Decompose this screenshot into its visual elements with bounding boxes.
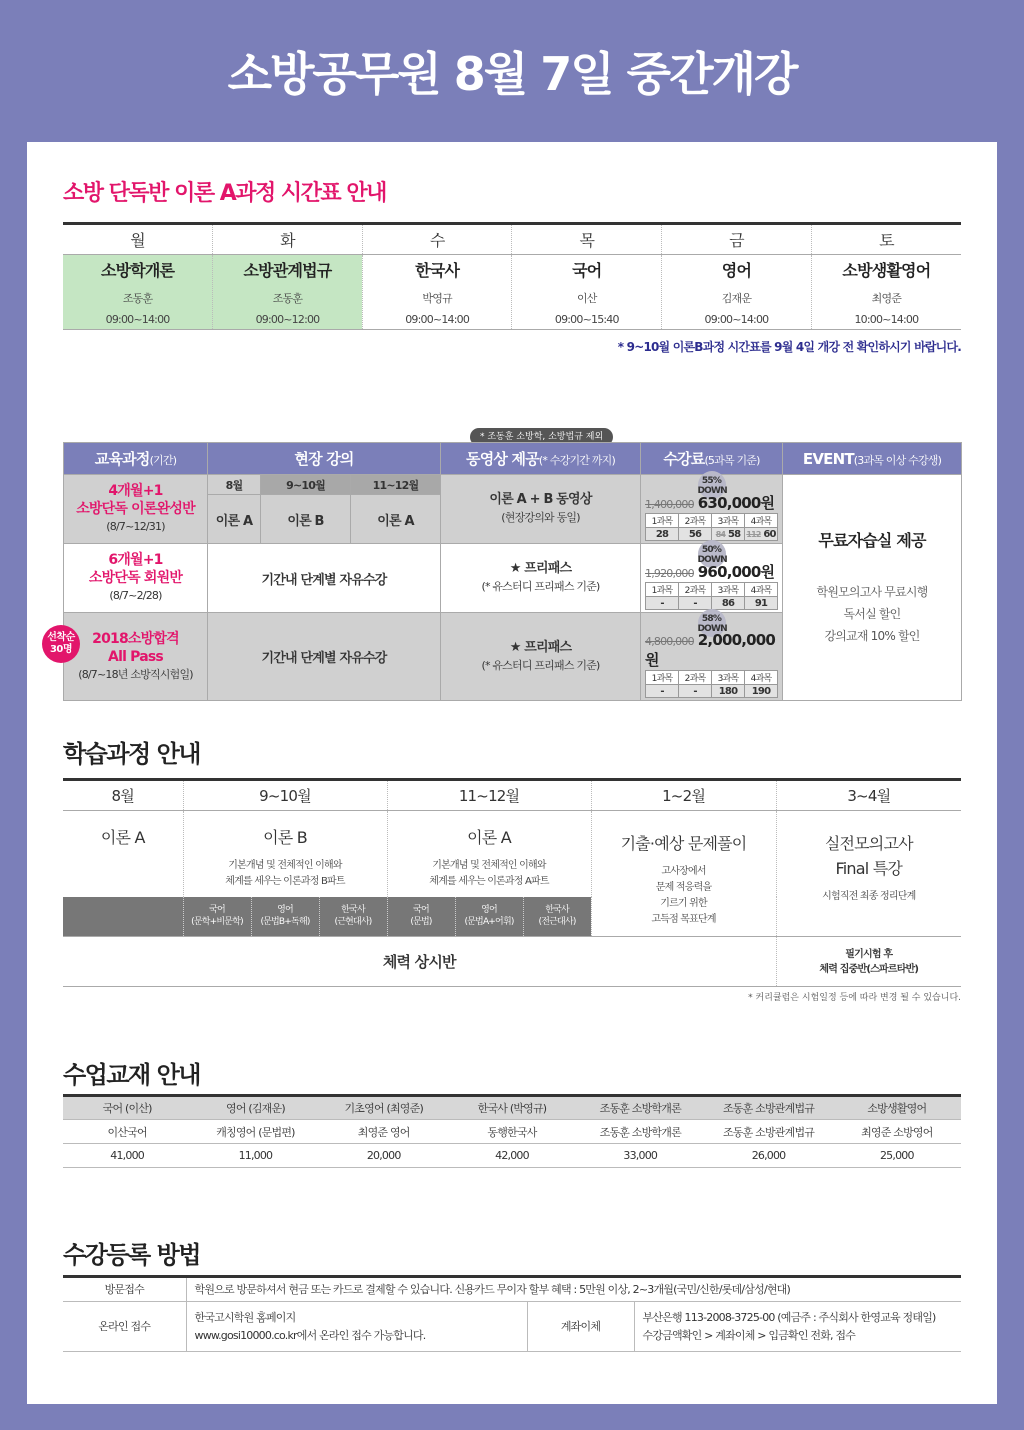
class-cell bbox=[512, 255, 662, 330]
class-teacher: 이산 bbox=[576, 292, 597, 305]
subject-count: 1과목 bbox=[646, 671, 679, 685]
online-line: www.gosi10000.co.kr에서 온라인 접수 가능합니다. bbox=[194, 1328, 426, 1342]
subject-count: 4과목 bbox=[745, 514, 778, 528]
sub-detail: (근현대사) bbox=[334, 917, 372, 928]
discount-word: DOWN bbox=[697, 624, 727, 634]
vod-title: ★ 프리패스 bbox=[509, 561, 572, 576]
period-header: 8월 bbox=[63, 780, 183, 811]
price-cell bbox=[641, 544, 783, 613]
sub-detail: (문법A+어휘) bbox=[464, 917, 514, 928]
subject-price bbox=[712, 528, 745, 541]
sub-detail: (문학+비문학) bbox=[191, 917, 243, 928]
event-item: 강의교재 10% 할인 bbox=[824, 629, 920, 643]
event-item: 독서실 할인 bbox=[843, 607, 901, 621]
subject-price: 56 bbox=[679, 528, 712, 541]
old-price: 1,400,000 bbox=[645, 498, 694, 511]
badge-text: 30명 bbox=[49, 644, 73, 655]
sub-subject: 영어 bbox=[277, 905, 293, 916]
stage-title: Final 특강 bbox=[835, 859, 903, 878]
period-header: 11~12월 bbox=[387, 780, 591, 811]
stage-title: 이론 B bbox=[263, 828, 307, 847]
sub-cell bbox=[455, 897, 523, 937]
class-teacher: 최영준 bbox=[871, 292, 902, 305]
stage-title: 이론 A bbox=[467, 828, 511, 847]
intensive-text: 필기시험 후 bbox=[845, 948, 893, 960]
limited-badge bbox=[42, 625, 80, 663]
visit-text: 학원으로 방문하셔서 현금 또는 카드로 결제할 수 있습니다. 신용카드 무이자 할부 혜택 : 5만원 이상, 2~3개월(국민/신한/롯데/삼성/현대) bbox=[186, 1277, 961, 1302]
stage-title: 기출·예상 문제풀이 bbox=[620, 834, 747, 853]
course-period: (8/7~12/31) bbox=[106, 520, 165, 533]
price-value: 60 bbox=[763, 528, 776, 540]
visit-label: 방문접수 bbox=[63, 1277, 186, 1302]
textbook-price: 33,000 bbox=[576, 1144, 704, 1168]
class-subject: 소방학개론 bbox=[100, 261, 175, 280]
timetable bbox=[63, 222, 961, 330]
stage-desc: 시험직전 최종 정리단계 bbox=[822, 891, 916, 902]
fee-table bbox=[63, 442, 962, 701]
textbook-price: 42,000 bbox=[448, 1144, 576, 1168]
new-price: 960,000원 bbox=[697, 563, 775, 581]
subject-count: 2과목 bbox=[679, 671, 712, 685]
course-period: (8/7~18년 소방직시험일) bbox=[78, 667, 193, 681]
class-subject: 국어 bbox=[572, 261, 602, 280]
bank-text bbox=[634, 1302, 961, 1352]
struck-price: 112 bbox=[746, 529, 761, 539]
textbook-header: 소방생활영어 bbox=[833, 1096, 961, 1120]
price-value: 58 bbox=[727, 528, 741, 540]
sub-cell bbox=[387, 897, 455, 937]
subject-count: 2과목 bbox=[679, 514, 712, 528]
subject-price: 91 bbox=[745, 597, 778, 610]
old-price: 4,800,000 bbox=[645, 635, 694, 648]
header-sub: (3과목 이상 수강생) bbox=[853, 453, 942, 467]
course-period: (8/7~2/28) bbox=[109, 589, 162, 602]
course-guide-heading: 학습과정 안내 bbox=[63, 740, 200, 768]
vod-cell bbox=[441, 613, 641, 701]
sub-subject: 영어 bbox=[481, 905, 497, 916]
textbook-header: 국어 (이산) bbox=[63, 1096, 191, 1120]
course-cell bbox=[64, 475, 208, 544]
fee-header-course bbox=[64, 443, 208, 475]
class-teacher: 김재운 bbox=[721, 292, 752, 305]
period-header: 9~10월 bbox=[183, 780, 387, 811]
class-teacher: 조동훈 bbox=[272, 292, 303, 305]
vod-sub: (* 유스터디 프리패스 기준) bbox=[481, 658, 600, 672]
sub-cell bbox=[63, 897, 183, 937]
month-header: 8월 bbox=[208, 475, 261, 495]
price-cell bbox=[641, 475, 783, 544]
stage-desc: 문제 적응력을 bbox=[655, 882, 712, 893]
sub-detail: (문법B+독해) bbox=[260, 917, 310, 928]
subject-price-table bbox=[645, 582, 778, 610]
course-cell bbox=[64, 544, 208, 613]
course-name: All Pass bbox=[108, 648, 163, 665]
subject-price: - bbox=[646, 685, 679, 698]
class-cell bbox=[811, 255, 961, 330]
stage-desc: 고사장에서 bbox=[661, 866, 706, 877]
register-heading: 수강등록 방법 bbox=[63, 1241, 200, 1269]
class-cell bbox=[362, 255, 512, 330]
sub-cell bbox=[183, 897, 251, 937]
subject-price bbox=[745, 528, 778, 541]
bank-line: 부산은행 113-2008-3725-00 (예금주 : 주식회사 한영교육 정태일) bbox=[642, 1310, 936, 1324]
day-header: 화 bbox=[213, 224, 363, 255]
price-cell bbox=[641, 613, 783, 701]
page-title: 소방공무원 8월 7일 중간개강 bbox=[227, 47, 797, 101]
month-header: 9~10월 bbox=[261, 475, 351, 495]
event-main: 무료자습실 제공 bbox=[818, 531, 926, 550]
fee-header-fee bbox=[641, 443, 783, 475]
subject-count: 1과목 bbox=[646, 514, 679, 528]
textbook-title: 동행한국사 bbox=[448, 1120, 576, 1144]
discount-word: DOWN bbox=[697, 555, 727, 565]
month-header: 11~12월 bbox=[351, 475, 441, 495]
course-name: 2018소방합격 bbox=[92, 630, 179, 647]
badge-text: 선착순 bbox=[47, 632, 75, 643]
class-time: 09:00~12:00 bbox=[255, 313, 320, 326]
class-subject: 한국사 bbox=[415, 261, 460, 280]
header-text: EVENT bbox=[802, 449, 854, 468]
textbook-header: 한국사 (박영규) bbox=[448, 1096, 576, 1120]
day-header: 수 bbox=[362, 224, 512, 255]
textbook-price: 41,000 bbox=[63, 1144, 191, 1168]
textbook-price: 25,000 bbox=[833, 1144, 961, 1168]
subject-count: 4과목 bbox=[745, 671, 778, 685]
discount-rate: 58% bbox=[701, 614, 722, 624]
day-header: 토 bbox=[811, 224, 961, 255]
subject-price: 86 bbox=[712, 597, 745, 610]
stage-desc: 기본개념 및 전체적인 이해와 bbox=[228, 860, 342, 871]
vod-exception-tag: * 조동훈 소방학, 소방법규 제외 bbox=[470, 428, 613, 446]
new-price: 630,000원 bbox=[697, 494, 775, 512]
subject-price-table bbox=[645, 513, 778, 541]
sub-subject: 국어 bbox=[209, 905, 225, 916]
content-panel bbox=[27, 142, 997, 1404]
subject-price: 28 bbox=[646, 528, 679, 541]
event-item: 학원모의고사 무료시행 bbox=[816, 585, 928, 599]
class-time: 09:00~15:40 bbox=[554, 313, 619, 326]
course-name: 6개월+1 bbox=[108, 552, 163, 568]
sub-cell bbox=[319, 897, 387, 937]
vod-cell bbox=[441, 544, 641, 613]
sub-subject: 한국사 bbox=[341, 905, 365, 916]
class-time: 09:00~14:00 bbox=[405, 313, 470, 326]
subject-price: - bbox=[679, 597, 712, 610]
period-header: 3~4월 bbox=[776, 780, 961, 811]
subject-count: 2과목 bbox=[679, 583, 712, 597]
online-text bbox=[186, 1302, 527, 1352]
textbook-header: 조동훈 소방학개론 bbox=[576, 1096, 704, 1120]
intensive-text: 체력 집중반(스파르타반) bbox=[819, 963, 919, 975]
header-sub: (5과목 기준) bbox=[704, 454, 760, 467]
intensive-class bbox=[776, 937, 961, 987]
textbook-price: 11,000 bbox=[191, 1144, 319, 1168]
day-header: 금 bbox=[662, 224, 812, 255]
sub-subject: 한국사 bbox=[545, 905, 569, 916]
sub-cell bbox=[251, 897, 319, 937]
stage-cell bbox=[63, 811, 183, 897]
live-class: 이론 B bbox=[261, 495, 351, 544]
class-cell bbox=[213, 255, 363, 330]
course-guide-table bbox=[63, 778, 961, 987]
vod-title: ★ 프리패스 bbox=[509, 639, 572, 655]
sub-detail: (문법) bbox=[410, 917, 432, 928]
fee-header-event bbox=[783, 443, 962, 475]
live-class: 기간내 단계별 자유수강 bbox=[208, 544, 441, 613]
curriculum-note: * 커리큘럼은 시험일정 등에 따라 변경 될 수 있습니다. bbox=[748, 993, 961, 1003]
vod-title: 이론 A + B 동영상 bbox=[489, 492, 592, 507]
subject-price: 190 bbox=[745, 685, 778, 698]
stage-desc: 고득점 목표단계 bbox=[651, 914, 716, 925]
online-line: 한국고시학원 홈페이지 bbox=[194, 1310, 296, 1324]
stage-cell bbox=[183, 811, 387, 897]
class-time: 09:00~14:00 bbox=[704, 313, 769, 326]
live-class: 이론 A bbox=[351, 495, 441, 544]
fee-header-live: 현장 강의 bbox=[208, 443, 441, 475]
online-label: 온라인 접수 bbox=[63, 1302, 186, 1352]
subject-count: 3과목 bbox=[712, 583, 745, 597]
class-teacher: 조동훈 bbox=[122, 292, 153, 305]
sub-detail: (전근대사) bbox=[538, 917, 576, 928]
day-header: 목 bbox=[512, 224, 662, 255]
textbook-header: 기초영어 (최영준) bbox=[320, 1096, 448, 1120]
stage-desc: 기본개념 및 전체적인 이해와 bbox=[432, 860, 546, 871]
course-cell bbox=[64, 613, 208, 701]
textbook-header: 영어 (김재운) bbox=[191, 1096, 319, 1120]
old-price: 1,920,000 bbox=[645, 567, 694, 580]
textbook-heading: 수업교재 안내 bbox=[63, 1061, 200, 1089]
timetable-note: * 9~10월 이론B과정 시간표를 9월 4일 개강 전 확인하시기 바랍니다. bbox=[617, 340, 961, 354]
course-name: 4개월+1 bbox=[108, 483, 163, 499]
vod-sub: (* 유스터디 프리패스 기준) bbox=[481, 580, 600, 593]
fee-header-vod bbox=[441, 443, 641, 475]
class-teacher: 박영규 bbox=[422, 292, 452, 305]
stage-desc: 체계를 세우는 이론과정 A파트 bbox=[429, 876, 549, 887]
new-price: 2,000,000원 bbox=[645, 631, 776, 669]
subject-count: 3과목 bbox=[712, 671, 745, 685]
subject-price: - bbox=[679, 685, 712, 698]
physical-class: 체력 상시반 bbox=[63, 937, 776, 987]
vod-sub: (현장강의와 동일) bbox=[501, 511, 580, 524]
class-time: 10:00~14:00 bbox=[854, 313, 919, 326]
textbook-price: 26,000 bbox=[704, 1144, 832, 1168]
class-cell bbox=[63, 255, 213, 330]
header-text: 수강료 bbox=[663, 450, 705, 468]
textbook-title: 캐칭영어 (문법편) bbox=[191, 1120, 319, 1144]
class-cell bbox=[662, 255, 812, 330]
header-sub: (기간) bbox=[149, 454, 177, 467]
subject-count: 1과목 bbox=[646, 583, 679, 597]
subject-price: 180 bbox=[712, 685, 745, 698]
struck-price: 84 bbox=[715, 529, 726, 539]
timetable-heading: 소방 단독반 이론 A과정 시간표 안내 bbox=[63, 181, 386, 206]
textbook-price: 20,000 bbox=[320, 1144, 448, 1168]
subject-price: - bbox=[646, 597, 679, 610]
discount-rate: 50% bbox=[701, 545, 722, 555]
bank-line: 수강금액확인 > 계좌이체 > 입금확인 전화, 접수 bbox=[642, 1328, 856, 1342]
header-text: 동영상 제공 bbox=[466, 450, 539, 468]
class-subject: 소방관계법규 bbox=[243, 261, 332, 280]
stage-cell bbox=[387, 811, 591, 897]
register-table bbox=[63, 1275, 961, 1352]
subject-count: 4과목 bbox=[745, 583, 778, 597]
period-header: 1~2월 bbox=[591, 780, 776, 811]
header-text: 교육과정 bbox=[94, 450, 150, 468]
subject-price-table bbox=[645, 670, 778, 698]
class-time: 09:00~14:00 bbox=[105, 313, 170, 326]
textbook-title: 이산국어 bbox=[63, 1120, 191, 1144]
sub-subject: 국어 bbox=[413, 905, 429, 916]
event-cell bbox=[783, 475, 962, 701]
subject-count: 3과목 bbox=[712, 514, 745, 528]
live-class: 이론 A bbox=[208, 495, 261, 544]
stage-title: 이론 A bbox=[100, 828, 145, 847]
header-sub: (* 수강기간 까지) bbox=[538, 454, 615, 467]
stage-cell bbox=[591, 811, 776, 937]
stage-title: 실전모의고사 bbox=[824, 834, 913, 853]
bank-label: 계좌이체 bbox=[527, 1302, 634, 1352]
stage-desc: 체계를 세우는 이론과정 B파트 bbox=[225, 876, 345, 887]
vod-cell bbox=[441, 475, 641, 544]
course-name: 소방단독 회원반 bbox=[88, 570, 183, 586]
discount-rate: 55% bbox=[701, 476, 722, 486]
textbook-header: 조동훈 소방관계법규 bbox=[704, 1096, 832, 1120]
stage-desc: 기르기 위한 bbox=[660, 898, 707, 909]
textbook-title: 최영준 소방영어 bbox=[833, 1120, 961, 1144]
stage-cell bbox=[776, 811, 961, 937]
sub-cell bbox=[523, 897, 591, 937]
live-class: 기간내 단계별 자유수강 bbox=[208, 613, 441, 701]
class-subject: 소방생활영어 bbox=[842, 261, 931, 280]
textbook-title: 조동훈 소방관계법규 bbox=[704, 1120, 832, 1144]
course-name: 소방단독 이론완성반 bbox=[76, 501, 195, 517]
day-header: 월 bbox=[63, 224, 213, 255]
textbook-table bbox=[63, 1094, 961, 1168]
textbook-title: 조동훈 소방학개론 bbox=[576, 1120, 704, 1144]
discount-word: DOWN bbox=[697, 486, 727, 496]
class-subject: 영어 bbox=[721, 261, 752, 280]
textbook-title: 최영준 영어 bbox=[320, 1120, 448, 1144]
